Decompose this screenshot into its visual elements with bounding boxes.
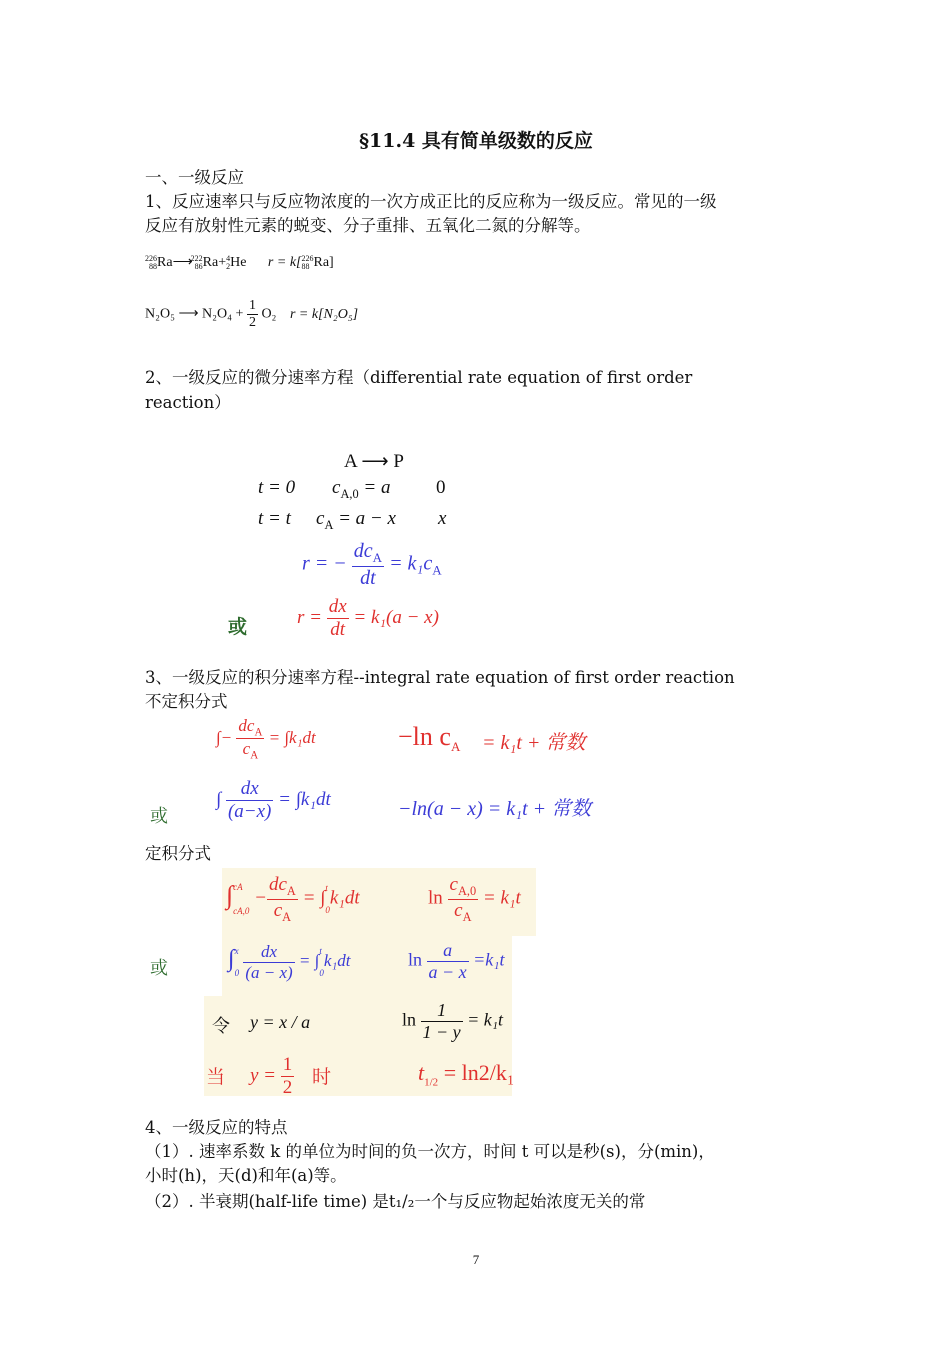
rate-equation-x: r = $\frac{dx}{dt}$ = k₁(a − x) — [297, 596, 439, 640]
definite-integral-2: ∫x 0 $\frac{dx}{(a - x)}$ = ∫t 0k₁dt — [228, 941, 351, 982]
when-label: 当 — [206, 1066, 226, 1088]
table-row-initial: t = 0 — [258, 477, 296, 498]
or-label: 或 — [150, 958, 168, 979]
paragraph-line: （1）. 速率系数 k 的单位为时间的负一次方，时间 t 可以是秒(s)，分(min)， — [145, 1142, 715, 1161]
let-label: 令 — [212, 1016, 230, 1037]
paragraph-line: reaction） — [145, 393, 231, 412]
subheading-indefinite: 不定积分式 — [145, 692, 228, 711]
or-label: 或 — [150, 806, 168, 827]
paragraph-line: 1、反应速率只与反应物浓度的一次方成正比的反应称为一级反应。常见的一级 — [145, 192, 717, 211]
when-time-label: 时 — [312, 1066, 332, 1088]
subheading-definite: 定积分式 — [145, 844, 211, 863]
or-label: 或 — [228, 616, 248, 638]
page-number: 7 — [472, 1252, 480, 1267]
table-cell-conc-t: $c_A = a - x$ — [316, 508, 396, 532]
table-cell-initial-conc: $c_{A,0} = a$ — [332, 477, 391, 501]
page-title: §11.4 具有简单级数的反应 — [359, 130, 593, 152]
paragraph-line: 小时(h)，天(d)和年(a)等。 — [145, 1166, 347, 1185]
section-heading: 一、一级反应 — [145, 168, 244, 187]
equation-n2o5-decomposition: N₂O₅ ⟶ N₂O₄ + $\frac{1}{2}$ O₂ r = k[N₂O₅] — [145, 298, 359, 330]
paragraph-line: 反应有放射性元素的蜕变、分子重排、五氧化二氮的分解等。 — [145, 216, 591, 235]
definite-integral-1: ∫cA cA,0 − $\frac{dc_A}{c_A}$ = ∫t 0k₁dt — [226, 874, 360, 924]
indefinite-result-1: −ln $c_A$ — [398, 722, 461, 755]
when-expression: y = $\frac{1}{2}$ — [250, 1054, 293, 1098]
paragraph-line: 3、一级反应的积分速率方程--integral rate equation of first order reaction — [145, 668, 735, 687]
table-cell-initial-product: 0 — [436, 477, 446, 498]
indefinite-integral-2: ∫ $\frac{dx}{(a-x)}$ = ∫k₁dt — [216, 778, 331, 822]
indefinite-result-1-rhs: = k₁t + 常数 — [482, 732, 586, 754]
half-life-formula: $t_{1/2} = \ln 2/k_1$ — [418, 1060, 515, 1089]
definite-result-1: ln $\frac{c_{A,0}}{c_A}$ = k₁t — [428, 874, 521, 924]
rate-equation-differential: r = − $\frac{dc_A}{dt}$ = $k_1c_A$ — [302, 540, 442, 589]
table-cell-product-t: x — [438, 508, 447, 529]
indefinite-result-2: −ln(a − x) = k₁t + 常数 — [398, 798, 592, 820]
section-heading: 4、一级反应的特点 — [145, 1118, 288, 1137]
reaction-a-to-p: A ⟶ P — [344, 451, 404, 472]
paragraph-line: 2、一级反应的微分速率方程（differential rate equation of first order — [145, 368, 693, 387]
let-expression: y = x / a — [250, 1012, 311, 1032]
definite-result-2: ln $\frac{a}{a - x}$ =k₁t — [408, 940, 505, 982]
equation-radium-decay: 226 88Ra⟶222 86Ra+4 2He r = k[226 88 Ra] — [145, 253, 334, 271]
let-result: ln $\frac{1}{1 - y}$ = k₁t — [402, 1000, 504, 1042]
table-row-time-t: t = t — [258, 508, 291, 529]
paragraph-line: （2）. 半衰期(half-life time) 是t₁/₂一个与反应物起始浓度无关的常 — [145, 1192, 646, 1211]
indefinite-integral-1: ∫− $\frac{dc_A}{c_A}$ = ∫k₁dt — [216, 716, 316, 762]
